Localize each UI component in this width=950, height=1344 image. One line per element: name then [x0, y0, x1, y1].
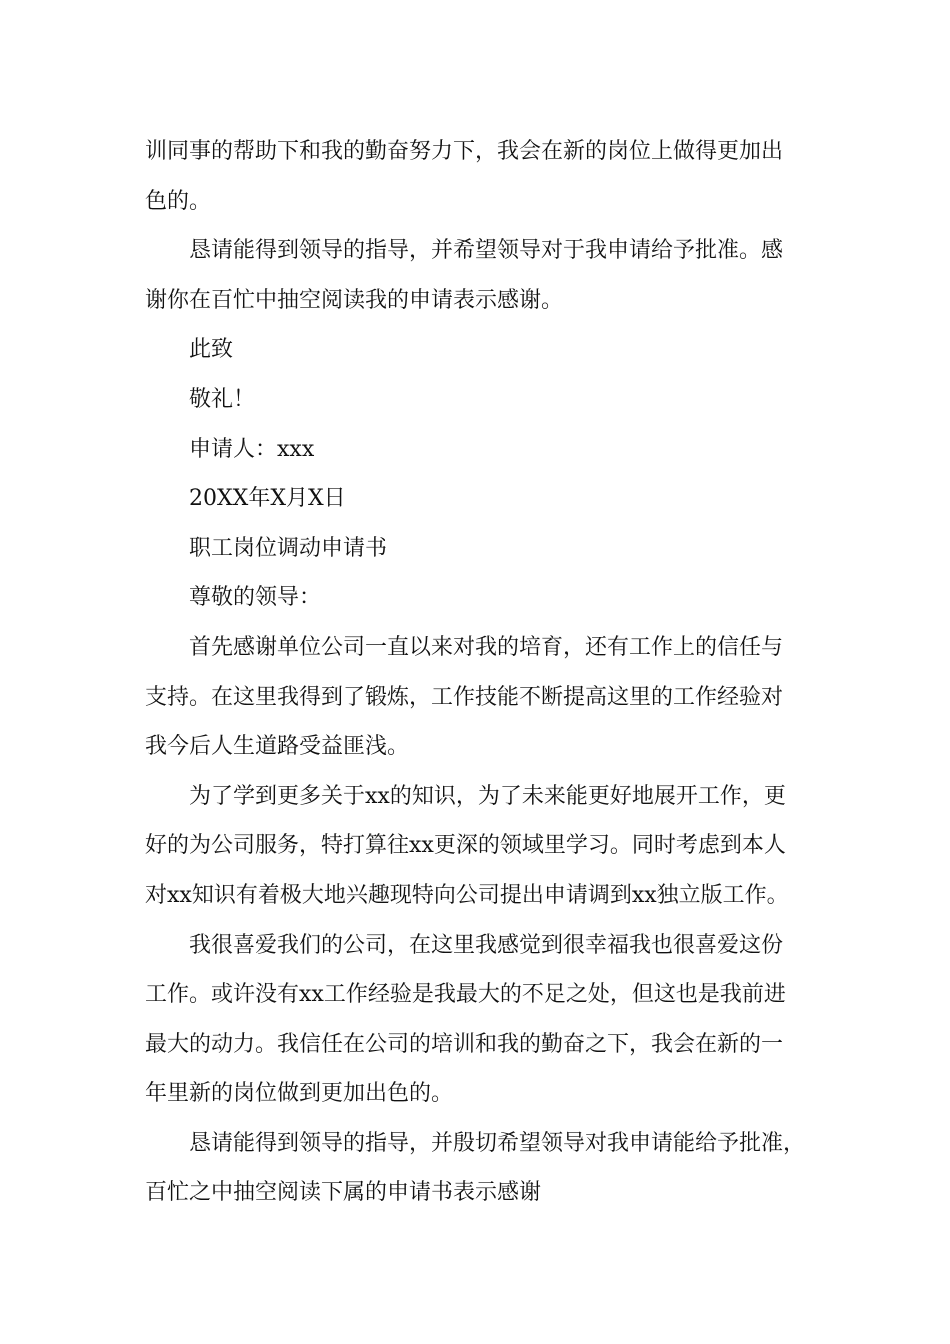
- document-body: [145, 127, 810, 1218]
- paragraph-p10: [145, 772, 810, 921]
- text-line: 敬礼！: [189, 386, 256, 412]
- paragraph-p1: [145, 127, 810, 226]
- text-line: 支持。在这里我得到了锻炼，工作技能不断提高这里的工作经验对: [145, 684, 784, 710]
- text-line: 恳请能得到领导的指导，并殷切希望领导对我申请能给予批准，: [189, 1130, 806, 1156]
- paragraph-p2: [145, 226, 810, 325]
- text-line: 尊敬的领导：: [189, 585, 322, 611]
- text-line: 对xx知识有着极大地兴趣现特向公司提出申请调到xx独立版工作。: [145, 882, 789, 908]
- text-line: 申请人：xxx: [189, 436, 315, 462]
- paragraph-p7: [145, 524, 810, 574]
- text-line: 我今后人生道路受益匪浅。: [145, 734, 410, 760]
- paragraph-p4: [145, 375, 810, 425]
- text-line: 首先感谢单位公司一直以来对我的培育，还有工作上的信任与: [189, 634, 784, 660]
- text-line: 恳请能得到领导的指导，并希望领导对于我申请给予批准。感: [189, 238, 784, 264]
- text-line: 年里新的岗位做到更加出色的。: [145, 1081, 454, 1107]
- text-line: 工作。或许没有xx工作经验是我最大的不足之处，但这也是我前进: [145, 982, 786, 1008]
- paragraph-p11: [145, 921, 810, 1119]
- paragraph-p5: [145, 425, 810, 475]
- text-line: 为了学到更多关于xx的知识，为了未来能更好地展开工作，更: [189, 783, 786, 809]
- text-line: 百忙之中抽空阅读下属的申请书表示感谢: [145, 1180, 542, 1206]
- text-line: 职工岗位调动申请书: [189, 535, 388, 561]
- paragraph-p6: [145, 474, 810, 524]
- text-line: 我很喜爱我们的公司，在这里我感觉到很幸福我也很喜爱这份: [189, 932, 784, 958]
- text-line: 最大的动力。我信任在公司的培训和我的勤奋之下，我会在新的一: [145, 1031, 784, 1057]
- text-line: 谢你在百忙中抽空阅读我的申请表示感谢。: [145, 287, 564, 313]
- text-line: 训同事的帮助下和我的勤奋努力下，我会在新的岗位上做得更加出: [145, 139, 784, 164]
- paragraph-p9: [145, 623, 810, 772]
- text-line: 好的为公司服务，特打算往xx更深的领域里学习。同时考虑到本人: [145, 833, 786, 859]
- text-line: 色的。: [145, 188, 212, 214]
- paragraph-p8: [145, 573, 810, 623]
- paragraph-p3: [145, 325, 810, 375]
- paragraph-p12: [145, 1119, 810, 1218]
- text-line: 20XX年X月X日: [189, 486, 346, 512]
- text-line: 此致: [189, 337, 234, 363]
